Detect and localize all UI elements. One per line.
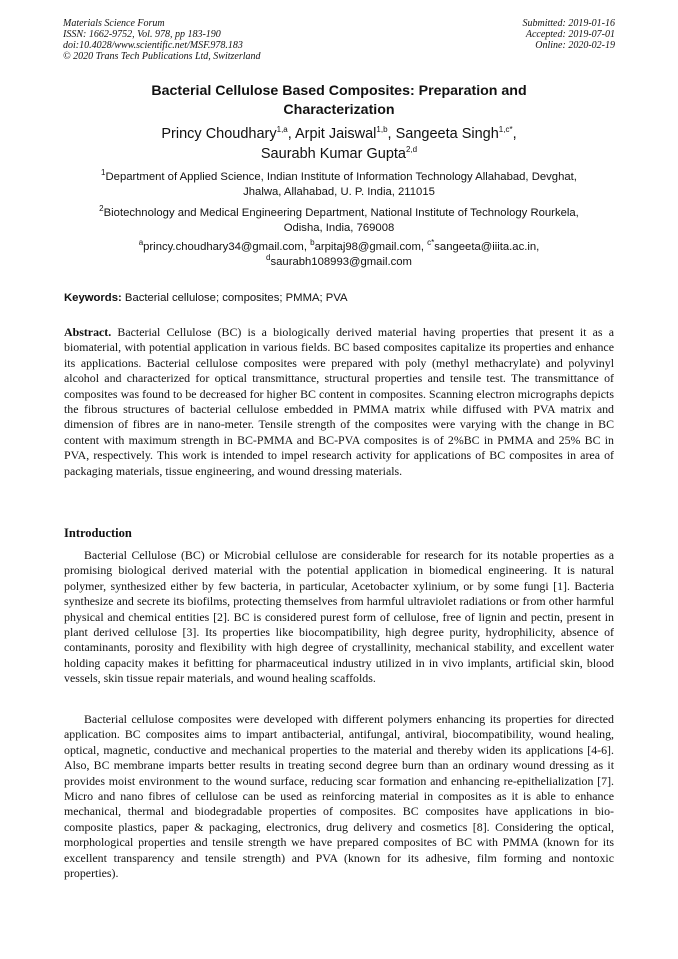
affiliation-sup: 1	[101, 168, 106, 178]
email-link[interactable]: princy.choudhary34@gmail.com,	[143, 241, 311, 253]
intro-paragraph: Bacterial Cellulose (BC) or Microbial cellulose are considerable for research for its notable properties as a promising biological derived material with the potential application in biomedical engineering. It is natural polymer, synthesized either by few bacteria, in particular, Acetobacter xylinium, or by some fungi [1]. Bacteria synthesize and secrete its biofilms, protecting themselves from harmful ultraviolet radiations or from other harmful physical and chemical entities [2]. BC is considered purest form of cellulose, free of lignin and pectin, present in plant derived cellulose [3]. Its properties like biocompatibility, high degree purity, hydrophilicity, absence of contaminants, porosity and flexibility with high degree of crystallinity, mechanical stability, and excellent water holding capacity makes it befitting for pharmaceutical industry utilized in in vivo implants, artificial skin, blood vessels, skin tissue repair materials, and wound healing scaffolds.	[64, 548, 614, 686]
journal-doi: doi:10.4028/www.scientific.net/MSF.978.183	[63, 40, 243, 51]
abstract-label: Abstract.	[64, 325, 112, 339]
title-line: Characterization	[283, 102, 395, 118]
submitted-date: Submitted: 2019-01-16	[522, 18, 615, 29]
author-name: Saurabh Kumar Gupta	[260, 146, 406, 162]
email-link[interactable]: arpitaj98@gmail.com,	[314, 241, 428, 253]
author-sup: 1,b	[376, 125, 388, 135]
affiliation	[60, 170, 618, 200]
author-name: Princy Choudhary	[161, 126, 277, 142]
affiliation-sup: 2	[99, 204, 104, 214]
affiliation	[60, 206, 618, 236]
affiliation-line: Biotechnology and Medical Engineering Department, National Institute of Technology Rourkela,	[103, 207, 579, 219]
abstract	[64, 325, 614, 479]
email-sup: b	[310, 238, 315, 248]
journal-copyright: © 2020 Trans Tech Publications Ltd, Switzerland	[63, 51, 261, 62]
journal-issn: ISSN: 1662-9752, Vol. 978, pp 183-190	[63, 29, 221, 40]
intro-paragraph: Bacterial cellulose composites were developed with different polymers enhancing its properties for directed application. BC composites aims to impart antibacterial, antifungal, antiviral, biocompatibility, wound healing, optical, magnetic, conductive and mechanical properties to the material and thereby widen its applications [4-6]. Also, BC membrane imparts better results in treating second degree burn than an ordinary wound dressing as it provides moist environment to the wound surface, reducing scar formation and enhancing re-epithelialization [7]. Micro and nano fibres of cellulose can be used as reinforcing material in composites as it is able to enhance mechanical, thermal and biodegradable properties of composites. BC composites have applications in bio-composite plastics, paper & packaging, electronics, drug delivery and cosmetics [8]. Considering the optical, morphological properties and tensile strength we have prepared composites of BC with PMMA (known for its excellent transparency and tensile strength) and PVA (known for its adhesive, film forming and nontoxic properties).	[64, 712, 614, 881]
email-sup: c*	[427, 238, 435, 248]
accepted-date: Accepted: 2019-07-01	[525, 29, 615, 40]
email-sup: d	[266, 253, 271, 263]
journal-header	[63, 18, 261, 62]
keywords-label: Keywords:	[64, 292, 122, 304]
author-sup: 1,c*	[498, 125, 513, 135]
author-list: Princy Choudhary$^{1,a}$, Arpit Jaiswal$^{1,b}$, Sangeeta Singh$^{1,c*}$, Saurabh Kumar Gupta$^{2,d}$	[161, 125, 517, 162]
author-name: Arpit Jaiswal	[295, 126, 377, 142]
online-date: Online: 2020-02-19	[535, 40, 615, 51]
email-sup: a	[138, 238, 144, 248]
email-link[interactable]: sangeeta@iiita.ac.in,	[434, 241, 540, 253]
affiliation-line: Jhalwa, Allahabad, U. P. India, 211015	[243, 186, 435, 198]
author-name: Sangeeta Singh	[395, 126, 499, 142]
author-sup: 1,a	[276, 125, 288, 135]
email-link[interactable]: saurabh108993@gmail.com	[270, 256, 412, 268]
title-line: Bacterial Cellulose Based Composites: Preparation and	[151, 83, 527, 99]
email-list	[60, 240, 618, 270]
abstract-text: Bacterial Cellulose (BC) is a biologically derived material having properties that present it as a biomaterial, with potential application in various fields. BC based composites capitalize its properties and enhance its applications. Bacterial cellulose composites were prepared with poly (methyl methacrylate) and polyvinyl alcohol and characterized for optical transmittance, structural properties and tensile test. The transmittance of composites was found to be decreased for higher BC content in composites. Scanning electron micrographs depicts the fibrous structures of bacterial cellulose embedded in PMMA matrix while diffused with PVA matrix and dimension of fibres are in nano-meter. Tensile strength of the composites were varying with the change in BC content with maximum strength in BC-PMMA and BC-PVA composites is of 2%BC in PMMA and 25% BC in PVA, respectively. This work is intended to impel research activity for applications of BC composites in area of packaging materials, tissue engineering, and wound dressing materials.	[64, 325, 614, 478]
journal-name: Materials Science Forum	[63, 18, 165, 29]
keywords	[64, 291, 620, 306]
author-sup: 2,d	[405, 145, 418, 155]
keywords-text: Bacterial cellulose; composites; PMMA; PVA	[121, 292, 348, 304]
paper-title	[60, 82, 618, 120]
dates-header	[523, 18, 616, 51]
affiliation-line: Department of Applied Science, Indian Institute of Information Technology Allahabad, Devghat,	[105, 171, 577, 183]
affiliation-line: Odisha, India, 769008	[283, 222, 395, 234]
section-heading: Introduction	[64, 526, 132, 540]
